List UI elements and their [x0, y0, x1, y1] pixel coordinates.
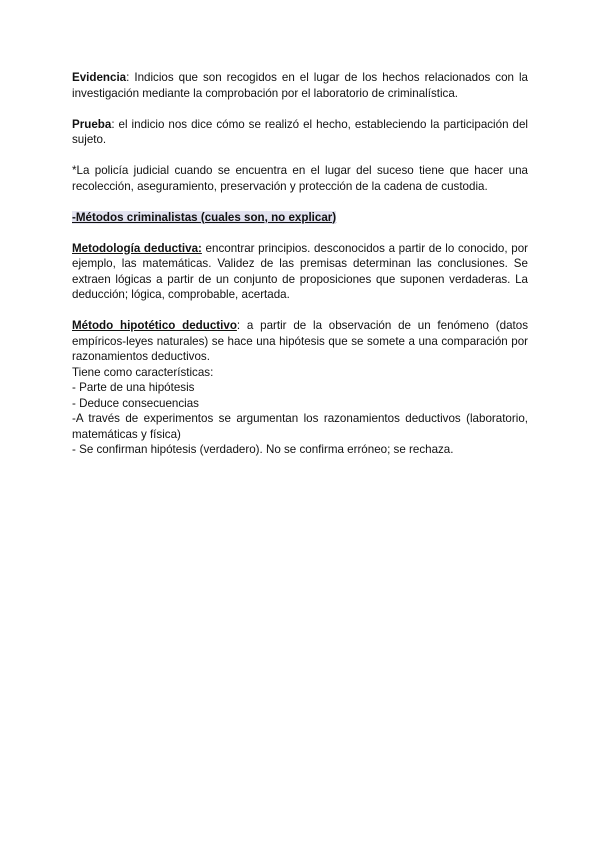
- prueba-text: : el indicio nos dice cómo se realizó el hecho, estableciendo la participación del sujeto.: [72, 117, 528, 146]
- deductiva-paragraph: [72, 241, 528, 303]
- list-item: - Se confirman hipótesis (verdadero). No se confirma erróneo; se rechaza.: [72, 443, 454, 456]
- deductiva-text: encontrar principios. desconocidos a partir de lo conocido, por ejemplo, las matemáticas. Validez de las premisas determinan las conclusiones. Se extraen lógicas a partir de un conjunto de proposiciones que suponen verdaderas. La deducción; lógica, comprobable, acertada.: [72, 241, 529, 301]
- hipotetico-paragraph: [72, 318, 528, 365]
- list-item: - Deduce consecuencias: [72, 396, 199, 410]
- section-heading-paragraph: [72, 210, 528, 226]
- deductiva-term: Metodología deductiva:: [72, 241, 202, 255]
- hipotetico-intro: Tiene como características:: [72, 365, 214, 379]
- hipotetico-term: Método hipotético deductivo: [72, 319, 237, 332]
- hipotetico-text: : a partir de la observación de un fenómeno (datos empíricos-leyes naturales) se hace una hipótesis que se somete a una comparación por razonamientos deductivos.: [72, 319, 528, 363]
- evidencia-text: : Indicios que son recogidos en el lugar de los hechos relacionados con la investigación mediante la comprobación por el laboratorio de criminalística.: [72, 71, 528, 100]
- list-item: - Parte de una hipótesis: [72, 381, 195, 394]
- evidencia-paragraph: [72, 70, 528, 101]
- nota-paragraph: *La policía judicial cuando se encuentra en el lugar del suceso tiene que hacer una recolección, aseguramiento, preservación y protección de la cadena de custodia.: [72, 164, 528, 193]
- list-item: -A través de experimentos se argumentan los razonamientos deductivos (laboratorio, matemáticas y física): [72, 412, 528, 441]
- evidencia-term: Evidencia: [72, 71, 127, 84]
- prueba-term: Prueba: [72, 117, 112, 131]
- prueba-paragraph: [72, 117, 528, 148]
- section-heading: -Métodos criminalistas (cuales son, no explicar): [72, 210, 337, 224]
